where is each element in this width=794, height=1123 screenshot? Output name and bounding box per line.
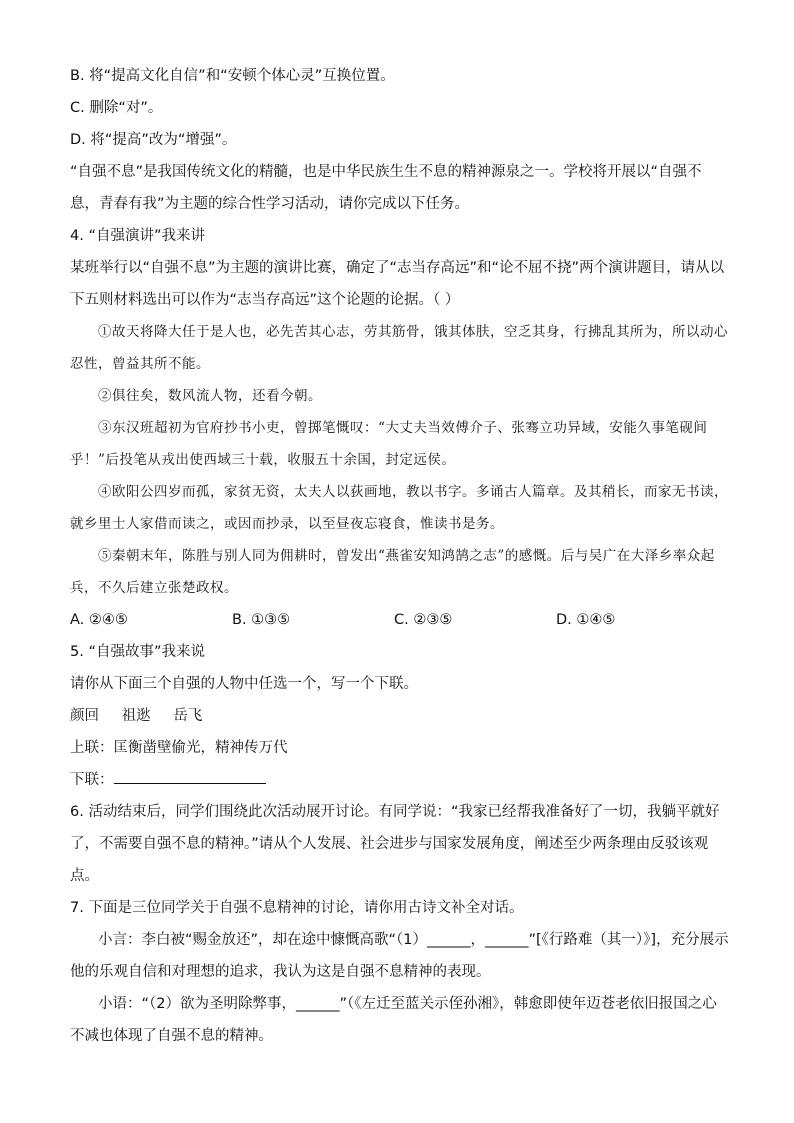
name-yuefei: 岳飞 bbox=[173, 708, 203, 724]
dialogue-xiaoyan: 小言：李白被“赐金放还”，却在途中慷慨高歌“（1）______，______”[《行路难（其一）》]，充分展示他的乐观自信和对理想的追求，我认为这是自强不息精神的表现。 bbox=[70, 932, 729, 980]
lower-couplet-label: 下联： bbox=[70, 772, 114, 788]
choice-b[interactable]: B. ①③⑤ bbox=[232, 612, 291, 628]
document-page bbox=[70, 60, 730, 1052]
option-d: D. 将“提高”改为“增强”。 bbox=[70, 132, 237, 148]
question-5-title: 5. “自强故事”我来说 bbox=[70, 644, 205, 660]
choice-c[interactable]: C. ②③⑤ bbox=[394, 612, 453, 628]
dialogue-xiaoyu: 小语：“（2）欲为圣明除弊事，______”（《左迁至蓝关示侄孙湘》，韩愈即使年迈苍老依旧报国之心不减也体现了自强不息的精神。 bbox=[70, 996, 717, 1044]
material-4: ④欧阳公四岁而孤，家贫无资，太夫人以荻画地，教以书字。多诵古人篇章。及其稍长，而家无书读，就乡里士人家借而读之，或因而抄录，以至昼夜忘寝食，惟读书是务。 bbox=[70, 484, 728, 532]
question-5-prompt: 请你从下面三个自强的人物中任选一个，写一个下联。 bbox=[70, 676, 418, 692]
answer-blank[interactable] bbox=[114, 768, 266, 784]
material-3: ③东汉班超初为官府抄书小吏，曾掷笔慨叹：“大丈夫当效傅介子、张骞立功异域，安能久事笔砚间乎！”后投笔从戎出使西域三十载，收服五十余国，封定远侯。 bbox=[70, 420, 708, 468]
question-7-title: 7. 下面是三位同学关于自强不息精神的讨论，请你用古诗文补全对话。 bbox=[70, 900, 524, 916]
person-names bbox=[70, 700, 730, 732]
material-1: ①故天将降大任于是人也，必先苦其心志，劳其筋骨，饿其体肤，空乏其身，行拂乱其所为，所以动心忍性，曾益其所不能。 bbox=[70, 324, 728, 372]
option-b: B. 将“提高文化自信”和“安顿个体心灵”互换位置。 bbox=[70, 68, 395, 84]
choice-d[interactable]: D. ①④⑤ bbox=[556, 612, 616, 628]
option-c: C. 删除“对”。 bbox=[70, 100, 163, 116]
question-4-title: 4. “自强演讲”我来讲 bbox=[70, 228, 205, 244]
question-6: 6. 活动结束后，同学们围绕此次活动展开讨论。有同学说：“我家已经帮我准备好了一切，我躺平就好了，不需要自强不息的精神。”请从个人发展、社会进步与国家发展角度，阐述至少两条理由反驳该观点。 bbox=[70, 804, 720, 884]
name-yanhui: 颜回 bbox=[70, 708, 99, 724]
question-4-text: 某班举行以“自强不息”为主题的演讲比赛，确定了“志当存高远”和“论不屈不挠”两个演讲题目，请从以下五则材料选出可以作为“志当存高远”这个论题的论据。（ ） bbox=[70, 260, 725, 308]
lower-couplet bbox=[70, 764, 730, 796]
name-zuti: 祖逖 bbox=[121, 708, 151, 724]
material-2: ②俱往矣，数风流人物，还看今朝。 bbox=[98, 388, 322, 404]
choice-a[interactable]: A. ②④⑤ bbox=[70, 612, 128, 628]
material-5: ⑤秦朝末年，陈胜与别人同为佣耕时，曾发出“燕雀安知鸿鹄之志”的感慨。后与吴广在大泽乡率众起兵，不久后建立张楚政权。 bbox=[70, 548, 715, 596]
activity-intro: “自强不息”是我国传统文化的精髓，也是中华民族生生不息的精神源泉之一。学校将开展以“自强不息，青春有我”为主题的综合性学习活动，请你完成以下任务。 bbox=[70, 164, 702, 212]
question-4-options bbox=[70, 604, 730, 636]
upper-couplet: 上联：匡衡凿壁偷光，精神传万代 bbox=[70, 740, 288, 756]
